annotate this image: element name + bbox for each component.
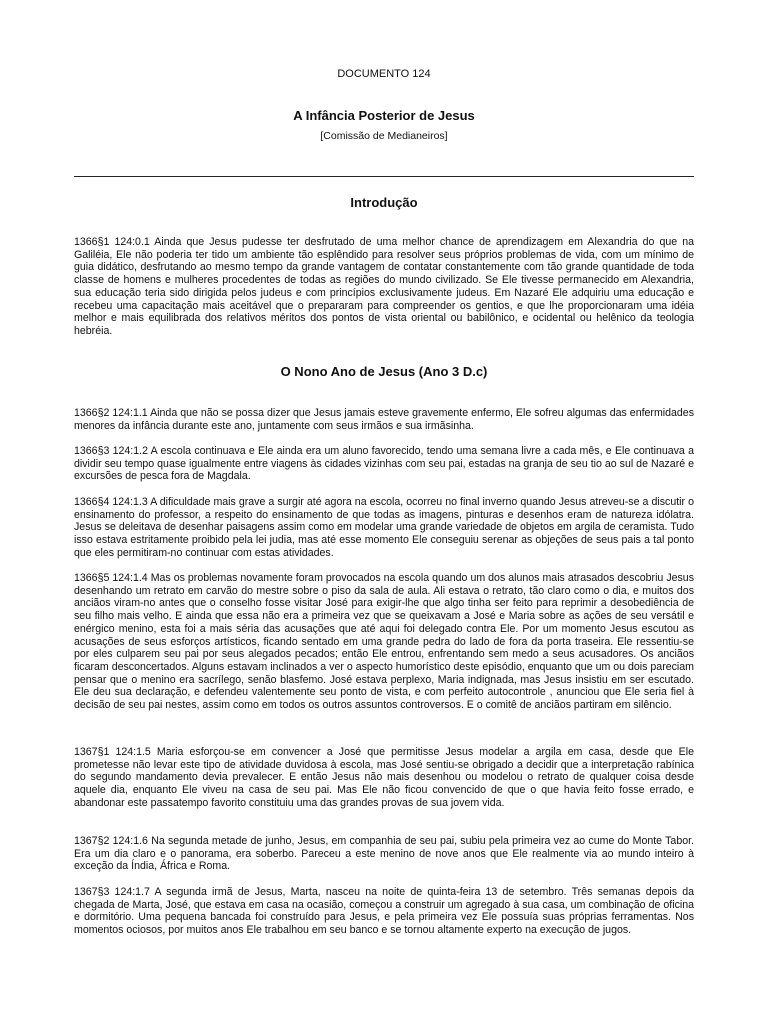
paragraph: 1366§1 124:0.1 Ainda que Jesus pudesse ter desfrutado de uma melhor chance de aprendizagem em Alexandria do que na Galiléia, Ele não poderia ter tido um ambiente tão esplêndido para resolver seus próprios problemas de vida, com um mínimo de guia didático, desfrutando ao mesmo tempo da grande vantagem de contatar constantemente com tão grande quantidade de toda classe de homens e mulheres procedentes de todas as regiões do mundo civilizado. Se Ele tivesse permanecido em Alexandria, sua educação teria sido dirigida pelos judeus e com princípios exclusivamente judeus. Em Nazaré Ele adquiriu uma educação e recebeu uma capacitação mais aceitável que o prepararam para compreender os gentios, e que lhe proporcionaram uma idéia melhor e mais equilibrada dos relativos méritos dos pontos de vista oriental ou babilônico, e ocidental ou helênico da teologia hebréia. <box>74 236 694 337</box>
document-title: A Infância Posterior de Jesus <box>293 108 475 123</box>
document-subtitle: [Comissão de Medianeiros] <box>320 130 448 142</box>
paragraph: 1366§5 124:1.4 Mas os problemas novamente foram provocados na escola quando um dos alunos mais atrasados descobriu Jesus desenhando um retrato em carvão do mestre sobre o piso da sala de aula. Ali estava o retrato, tão claro como o dia, e muitos dos anciãos viram-no antes que o conselho fosse visitar José para exigir-lhe que algo tinha ser feito para reprimir a desobediência de seu filho mais velho. E ainda que essa não era a primeira vez que se queixavam a José e Maria sobre as ações de seu versátil e enérgico menino, esta foi a mais séria das acusações que até aqui foi delegado contra Ele. Por um momento Jesus escutou as acusações de seus esforços artísticos, ficando sentado em uma grande pedra do lado de fora da porta traseira. Ele ressentiu-se por eles culparem seu pai por seus alegados pecados; então Ele entrou, enfrentando sem medo a seus acusadores. Os anciãos ficaram desconcertados. Alguns estavam inclinados a ver o aspecto humorístico deste episódio, enquanto que um ou dois pareciam pensar que o menino era sacrílego, senão blasfemo. José estava perplexo, Maria indignada, mas Jesus insistiu em ser escutado. Ele deu sua declaração, e defendeu valentemente seu ponto de vista, e com perfeito autocontrole , anunciou que Ele seria fiel à decisão de seu pai nestes, assim como em todos os outros assuntos controversos. E o comitê de anciãos partiram em silêncio. <box>74 572 694 712</box>
paragraph: 1366§2 124:1.1 Ainda que não se possa dizer que Jesus jamais esteve gravemente enfermo, Ele sofreu algumas das enfermidades menores da infância durante este ano, juntamente com seus irmãos e sua irmãsinha. <box>74 407 694 432</box>
section-heading-introducao: Introdução <box>350 195 418 210</box>
paragraph: 1366§3 124:1.2 A escola continuava e Ele ainda era um aluno favorecido, tendo uma semana livre a cada mês, e Ele continuava a dividir seu tempo quase igualmente entre viagens às cidades vizinhas com seu pai, estadas na granja de seu tio ao sul de Nazaré e excursões de pesca fora de Magdala. <box>74 445 694 483</box>
document-number: DOCUMENTO 124 <box>337 68 431 80</box>
horizontal-divider <box>74 176 694 177</box>
paragraph: 1367§2 124:1.6 Na segunda metade de junho, Jesus, em companhia de seu pai, subiu pela primeira vez ao cume do Monte Tabor. Era um dia claro e o panorama, era soberbo. Pareceu a este menino de nove anos que Ele realmente via ao mundo inteiro à exceção da Índia, África e Roma. <box>74 835 694 873</box>
paragraph: 1367§1 124:1.5 Maria esforçou-se em convencer a José que permitisse Jesus modelar a argila em casa, desde que Ele prometesse não levar este tipo de atividade duvidosa à escola, mas José sentiu-se obrigado a decidir que a interpretação rabínica do segundo mandamento devia prevalecer. E então Jesus não mais desenhou ou modelou o retrato de qualquer coisa desde aquele dia, enquanto Ele viveu na casa de seu pai. Mas Ele não ficou convencido de que o que havia feito fosse errado, e abandonar este passatempo favorito constituiu uma das grandes provas de sua jovem vida. <box>74 746 694 809</box>
paragraph: 1366§4 124:1.3 A dificuldade mais grave a surgir até agora na escola, ocorreu no final inverno quando Jesus atreveu-se a discutir o ensinamento do professor, a respeito do ensinamento de que todas as imagens, pinturas e desenhos eram de natureza idólatra. Jesus se deleitava de desenhar paisagens assim como em modelar uma grande variedade de objetos em argila de ceramista. Tudo isso estava estritamente proibido pela lei judia, mas até esse momento Ele conseguiu serenar as objeções de seus pais a tal ponto que eles permitiram-no continuar com estas atividades. <box>74 496 694 559</box>
section-heading-nono-ano: O Nono Ano de Jesus (Ano 3 D.c) <box>280 364 488 379</box>
paragraph: 1367§3 124:1.7 A segunda irmã de Jesus, Marta, nasceu na noite de quinta-feira 13 de setembro. Três semanas depois da chegada de Marta, José, que estava em casa na ocasião, começou a construir um agregado à sua casa, um combinação de oficina e dormitório. Uma pequena bancada foi construído para Jesus, e pela primeira vez Ele possuía suas próprias ferramentas. Nos momentos ociosos, por muitos anos Ele trabalhou em seu banco e se tornou altamente experto na execução de jugos. <box>74 886 694 937</box>
